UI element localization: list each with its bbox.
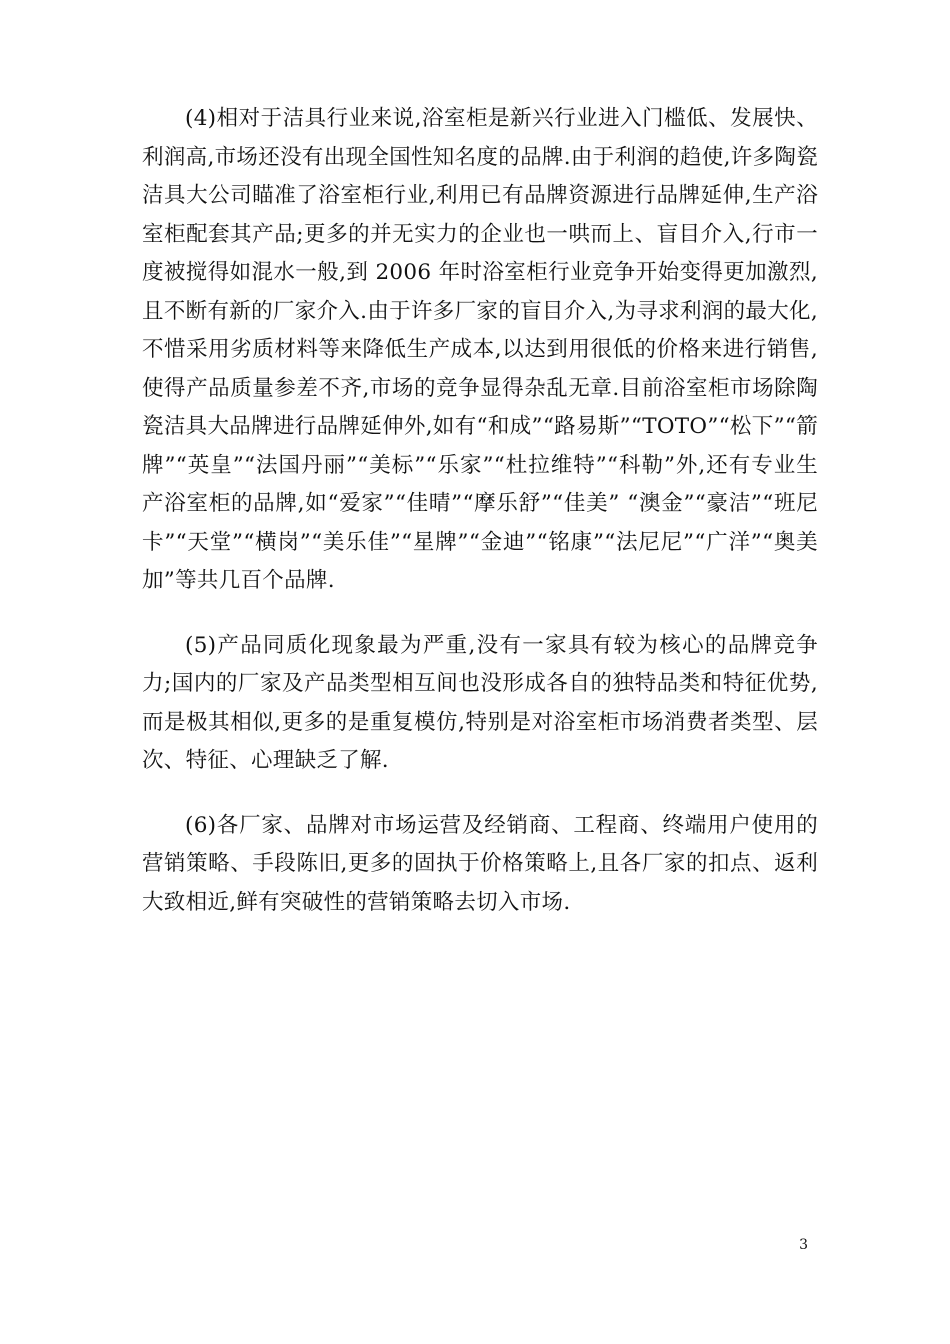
paragraph-5: (5)产品同质化现象最为严重,没有一家具有较为核心的品牌竞争力;国内的厂家及产品类型相互间也没形成各自的独特品类和特征优势,而是极其相似,更多的是重复模仿,特别是对浴室柜市场消费者类型、层次、特征、心理缺乏了解. — [142, 632, 818, 773]
paragraph-6: (6)各厂家、品牌对市场运营及经销商、工程商、终端用户使用的营销策略、手段陈旧,更多的固执于价格策略上,且各厂家的扣点、返利大致相近,鲜有突破性的营销策略去切入市场. — [142, 812, 818, 915]
paragraph-4: (4)相对于洁具行业来说,浴室柜是新兴行业进入门槛低、发展快、利润高,市场还没有出现全国性知名度的品牌.由于利润的趋使,许多陶瓷洁具大公司瞄准了浴室柜行业,利用已有品牌资源进行品牌延伸,生产浴室柜配套其产品;更多的并无实力的企业也一哄而上、盲目介入,行市一度被搅得如混水一般,到 2006 年时浴室柜行业竞争开始变得更加激烈,且不断有新的厂家介入.由于许多厂家的盲目介入,为寻求利润的最大化,不惜采用劣质材料等来降低生产成本,以达到用很低的价格来进行销售,使得产品质量参差不齐,市场的竞争显得杂乱无章.目前浴室柜市场除陶瓷洁具大品牌进行品牌延伸外,如有“和成”“路易斯”“TOTO”“松下”“箭牌”“英皇”“法国丹丽”“美标”“乐家”“杜拉维特”“科勒”外,还有专业生产浴室柜的品牌,如“爱家”“佳晴”“摩乐舒”“佳美” “澳金”“豪洁”“班尼卡”“天堂”“横岗”“美乐佳”“星牌”“金迪”“铭康”“法尼尼”“广洋”“奥美加”等共几百个品牌. — [142, 106, 818, 593]
body-text — [142, 100, 818, 948]
page-number: 3 — [799, 1237, 808, 1253]
